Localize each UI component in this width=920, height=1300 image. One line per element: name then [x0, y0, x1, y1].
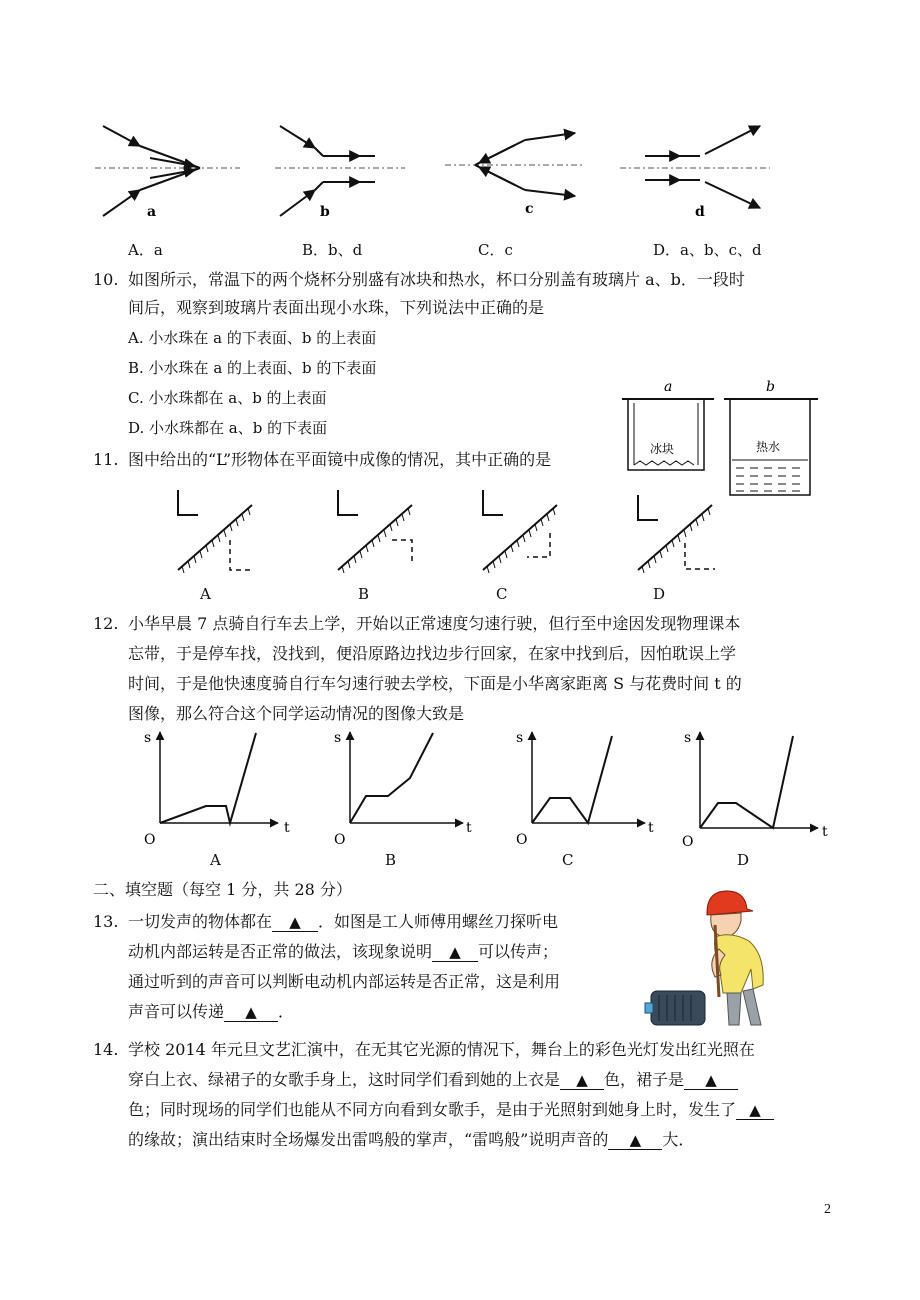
q9-option-d: D．a、b、c、d [653, 241, 762, 259]
q9-label-c: c [525, 201, 534, 217]
q11-option-b: B [358, 585, 370, 603]
q13-line3: 通过听到的声音可以判断电动机内部运转是否正常，这是利用 [128, 972, 561, 991]
q12-graph-d [682, 730, 828, 850]
q14-line3 [128, 1100, 774, 1120]
helmet-icon [707, 891, 753, 915]
q14-line1: 学校 2014 年元旦文艺汇演中，在无其它光源的情况下，舞台上的彩色光灯发出红光照在 [128, 1040, 755, 1059]
q12-option-c: C [562, 851, 574, 869]
q13-line1-pre: 一切发声的物体都在 [128, 912, 273, 931]
q12-option-d: D [737, 851, 750, 869]
q13-line1-post: ．如图是工人师傅用螺丝刀探听电 [318, 912, 559, 931]
q10-hot-water-label: 热水 [756, 440, 781, 454]
q12-axis-s: s [334, 730, 342, 746]
q10-beaker-a [628, 399, 704, 470]
q12-stem-line3: 时间，于是他快速度骑自行车匀速行驶去学校，下面是小华离家距离 S 与花费时间 t 的 [128, 674, 742, 693]
q12-graph-c [516, 730, 654, 848]
q9-option-b: B．b、d [302, 241, 363, 259]
q14-line4-pre: 的缘故；演出结束时全场爆发出雷鸣般的掌声，“雷鸣般”说明声音的 [128, 1130, 609, 1149]
page-number: 2 [824, 1202, 831, 1217]
q14-line2-pre: 穿白上衣、绿裙子的女歌手身上，这时同学们看到她的上衣是 [128, 1070, 561, 1089]
q11-option-d: D [653, 585, 666, 603]
q12-axis-t: t [284, 820, 290, 836]
q9-label-b: b [320, 204, 330, 220]
q14-blank-1[interactable] [560, 1071, 604, 1090]
q10-ice-label: 冰块 [650, 442, 675, 456]
q10-label-a: a [664, 379, 673, 395]
q13-line4 [128, 1002, 294, 1022]
q9-figure-a [95, 126, 240, 220]
q11-stem: 图中给出的“L”形物体在平面镜中成像的情况，其中正确的是 [128, 450, 552, 469]
q12-stem-line4: 图像，那么符合这个同学运动情况的图像大致是 [128, 704, 465, 723]
q10-stem-line2: 间后，观察到玻璃片表面出现小水珠，下列说法中正确的是 [128, 298, 545, 317]
q13-line2 [128, 942, 558, 962]
q14-line2 [128, 1070, 738, 1090]
q12-axis-t: t [822, 824, 828, 840]
q11-figure-d [638, 495, 715, 573]
q12-origin: O [682, 834, 694, 850]
q13-line2-post: 可以传声； [478, 942, 559, 961]
q11-mirror-figures [170, 485, 730, 580]
q13-line1 [128, 912, 558, 932]
q12-stem-line1: 小华早晨 7 点骑自行车去上学，开始以正常速度匀速行驶，但行至中途因发现物理课本 [128, 614, 741, 633]
q10-label-b: b [766, 379, 775, 395]
blank-mark: ▲ [749, 1101, 761, 1119]
q13-blank-2[interactable] [432, 943, 478, 962]
q9-figure-c [445, 133, 585, 217]
q11-figure-b [338, 490, 412, 573]
q12-axis-t: t [466, 820, 472, 836]
q14-line3-pre: 色；同时现场的同学们也能从不同方向看到女歌手，是由于光照射到她身上时，发生了 [128, 1100, 737, 1119]
q14-blank-3[interactable] [736, 1101, 774, 1120]
q13-number: 13. [93, 912, 119, 931]
q11-option-c: C [496, 585, 508, 603]
q13-line4-post: ． [278, 1002, 295, 1021]
q12-origin: O [144, 832, 156, 848]
section2-title: 二、填空题（每空 1 分，共 28 分） [93, 880, 352, 899]
q13-worker-illustration [645, 885, 780, 1030]
q12-origin: O [334, 832, 346, 848]
q14-line2-mid: 色，裙子是 [604, 1070, 685, 1089]
q14-line4-post: 大． [662, 1130, 695, 1149]
q10-option-b: B. 小水珠在 a 的上表面、b 的下表面 [128, 359, 377, 377]
blank-mark: ▲ [705, 1071, 717, 1089]
q13-blank-3[interactable] [224, 1003, 278, 1022]
q9-option-a: A．a [128, 241, 163, 259]
blank-mark: ▲ [245, 1003, 257, 1021]
q12-axis-s: s [516, 730, 524, 746]
q12-graph-b [334, 730, 472, 848]
q10-beaker-figure [620, 375, 820, 500]
q9-figure-b [275, 126, 405, 220]
q14-blank-4[interactable] [608, 1131, 662, 1150]
q12-axis-s: s [144, 730, 152, 746]
q9-label-a: a [147, 204, 157, 220]
q14-blank-2[interactable] [684, 1071, 738, 1090]
q9-figure-d [620, 126, 770, 220]
q9-ray-figures [95, 118, 795, 228]
q11-figure-a [178, 490, 252, 573]
q12-origin: O [516, 832, 528, 848]
blank-mark: ▲ [576, 1071, 588, 1089]
q10-number: 10. [93, 270, 119, 289]
q12-number: 12. [93, 614, 119, 633]
q12-stem-line2: 忘带，于是停车找，没找到，便沿原路边找边步行回家，在家中找到后，因怕耽误上学 [128, 644, 737, 663]
q11-figure-c [483, 490, 557, 573]
blank-mark: ▲ [449, 943, 461, 961]
q12-graph-a [144, 730, 290, 848]
q10-option-c: C. 小水珠都在 a、b 的上表面 [128, 389, 327, 407]
blank-mark: ▲ [629, 1131, 642, 1149]
q9-option-c: C．c [478, 241, 513, 259]
q14-line4 [128, 1130, 694, 1150]
q12-option-b: B [385, 851, 397, 869]
q10-option-a: A. 小水珠在 a 的下表面、b 的上表面 [128, 329, 377, 347]
q13-blank-1[interactable] [272, 913, 318, 932]
q14-number: 14. [93, 1040, 119, 1059]
blank-mark: ▲ [289, 913, 301, 931]
q12-axis-s: s [684, 730, 692, 746]
q9-label-d: d [695, 204, 705, 220]
q11-option-a: A [200, 585, 211, 603]
q10-option-d: D. 小水珠都在 a、b 的下表面 [128, 419, 328, 437]
q12-graphs [138, 728, 838, 853]
q12-axis-t: t [648, 820, 654, 836]
q13-line4-pre: 声音可以传递 [128, 1002, 225, 1021]
q10-stem-line1: 如图所示，常温下的两个烧杯分别盛有冰块和热水，杯口分别盖有玻璃片 a、b．一段时 [128, 270, 745, 289]
q12-option-a: A [210, 851, 221, 869]
q11-number: 11. [93, 450, 119, 469]
q13-line2-pre: 动机内部运转是否正常的做法，该现象说明 [128, 942, 433, 961]
